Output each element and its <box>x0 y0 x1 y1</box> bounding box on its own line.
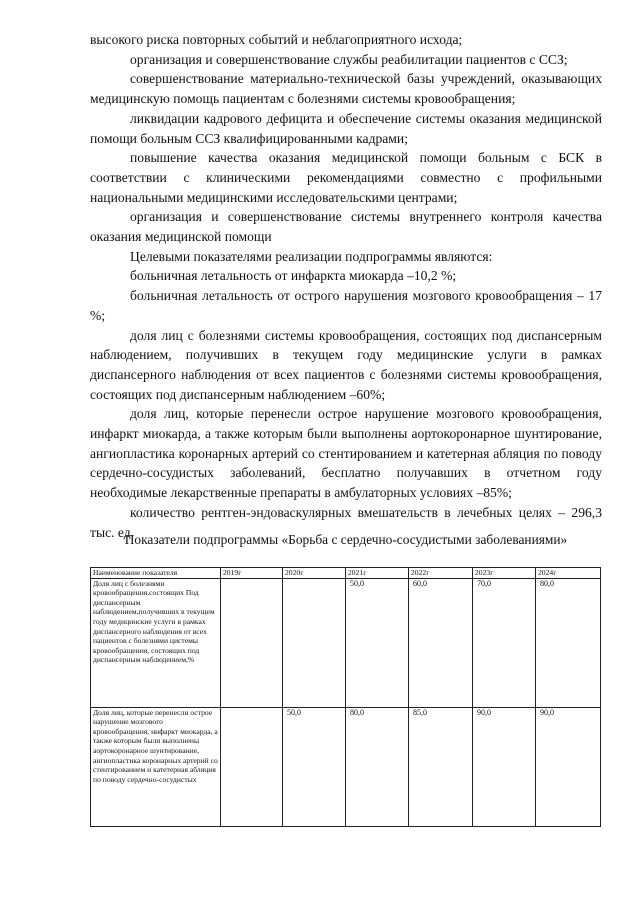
header-2019: 2019г <box>221 568 283 579</box>
value-cell-2023: 90,0 <box>473 707 536 826</box>
paragraph-7: больничная летальность от инфаркта миокарда –10,2 %; <box>130 268 457 284</box>
value-cell-2024: 90,0 <box>536 707 601 826</box>
table-title: Показатели подпрограммы «Борьба с сердечно-сосудистыми заболеваниями» <box>124 532 568 547</box>
value-cell-2019 <box>221 578 283 707</box>
paragraph-5: организация и совершенствование системы внутреннего контроля качества оказания медицинской помощи <box>90 209 602 245</box>
paragraph-3: ликвидации кадрового дефицита и обеспечение системы оказания медицинской помощи больным ССЗ квалифицированными кадрами; <box>90 110 602 146</box>
indicator-name-cell: Доля лиц с болезнями кровообращения,состоящих Под диспансерным наблюдением,получивших в текущем году медицинские услуги в рамках диспансерного наблюдения от всех пациентов с болезнями цистемы кровообращения, состоящих под диспансерным наблюдением,% <box>91 578 221 707</box>
header-2022: 2022г <box>409 568 473 579</box>
value-cell-2020 <box>283 578 346 707</box>
value-cell-2022: 60,0 <box>409 578 473 707</box>
paragraph-6: Целевыми показателями реализации подпрограммы являются: <box>130 248 493 264</box>
indicators-table <box>90 567 601 827</box>
table-row <box>91 707 601 826</box>
paragraph-8: больничная летальность от острого нарушения мозгового кровообращения – 17 %; <box>90 288 602 323</box>
value-cell-2022: 85,0 <box>409 707 473 826</box>
value-cell-2023: 70,0 <box>473 578 536 707</box>
paragraph-0: высокого риска повторных событий и неблагоприятного исхода; <box>90 32 463 47</box>
header-2024: 2024г <box>536 568 601 579</box>
header-2021: 2021г <box>346 568 409 579</box>
table-row <box>91 578 601 707</box>
paragraph-10: доля лиц, которые перенесли острое нарушение мозгового кровообращения, инфаркт миокарда, а также которым были выполнены аортокоронарное шунтирование, ангиопластика коронарных артерий со стентированием и катетерная абляция по поводу сердечно-сосудистых заболеваний, бесплатно получавших в отчетном году необходимые лекарственные препараты в амбулаторных условиях –85%; <box>90 406 602 501</box>
value-cell-2021: 80,0 <box>346 707 409 826</box>
value-cell-2019 <box>221 707 283 826</box>
value-cell-2021: 50,0 <box>346 578 409 707</box>
paragraph-11: количество рентген-эндоваскулярных вмешательств в лечебных целях – 296,3 тыс. ед. <box>90 504 602 540</box>
indicator-name-cell: Доля лиц, которые перенесли острое нарушение мозгового кровообращения, инфаркт миокарда, а также которым были выполнены аортокоронарное шунтирование, ангиопластика коронарных артерий со стентированием и катетерная абляция по поводу сердечно-сосудистых <box>91 707 221 826</box>
value-cell-2024: 80,0 <box>536 578 601 707</box>
header-indicator-name: Наименование показателя <box>91 568 221 579</box>
paragraph-9: доля лиц с болезнями системы кровообращения, состоящих под диспансерным наблюдением, получивших в текущем году медицинские услуги в рамках диспансерного наблюдения от всех пациентов с болезнями системы кровообращения, состоящих под диспансерным наблюдением –60%; <box>90 327 602 402</box>
value-cell-2020: 50,0 <box>283 707 346 826</box>
table-header-row <box>91 568 601 579</box>
header-2020: 2020г <box>283 568 346 579</box>
paragraph-2: совершенствование материально-технической базы учреждений, оказывающих медицинскую помощь пациентам с болезнями системы кровообращения; <box>90 71 602 107</box>
header-2023: 2023г <box>473 568 536 579</box>
paragraph-4: повышение качества оказания медицинской помощи больным с БСК в соответствии с клиническими рекомендациями совместно с профильными национальными медицинскими исследовательскими центрами; <box>90 150 602 205</box>
body-text <box>90 30 602 542</box>
paragraph-1: организация и совершенствование службы реабилитации пациентов с ССЗ; <box>130 51 568 67</box>
